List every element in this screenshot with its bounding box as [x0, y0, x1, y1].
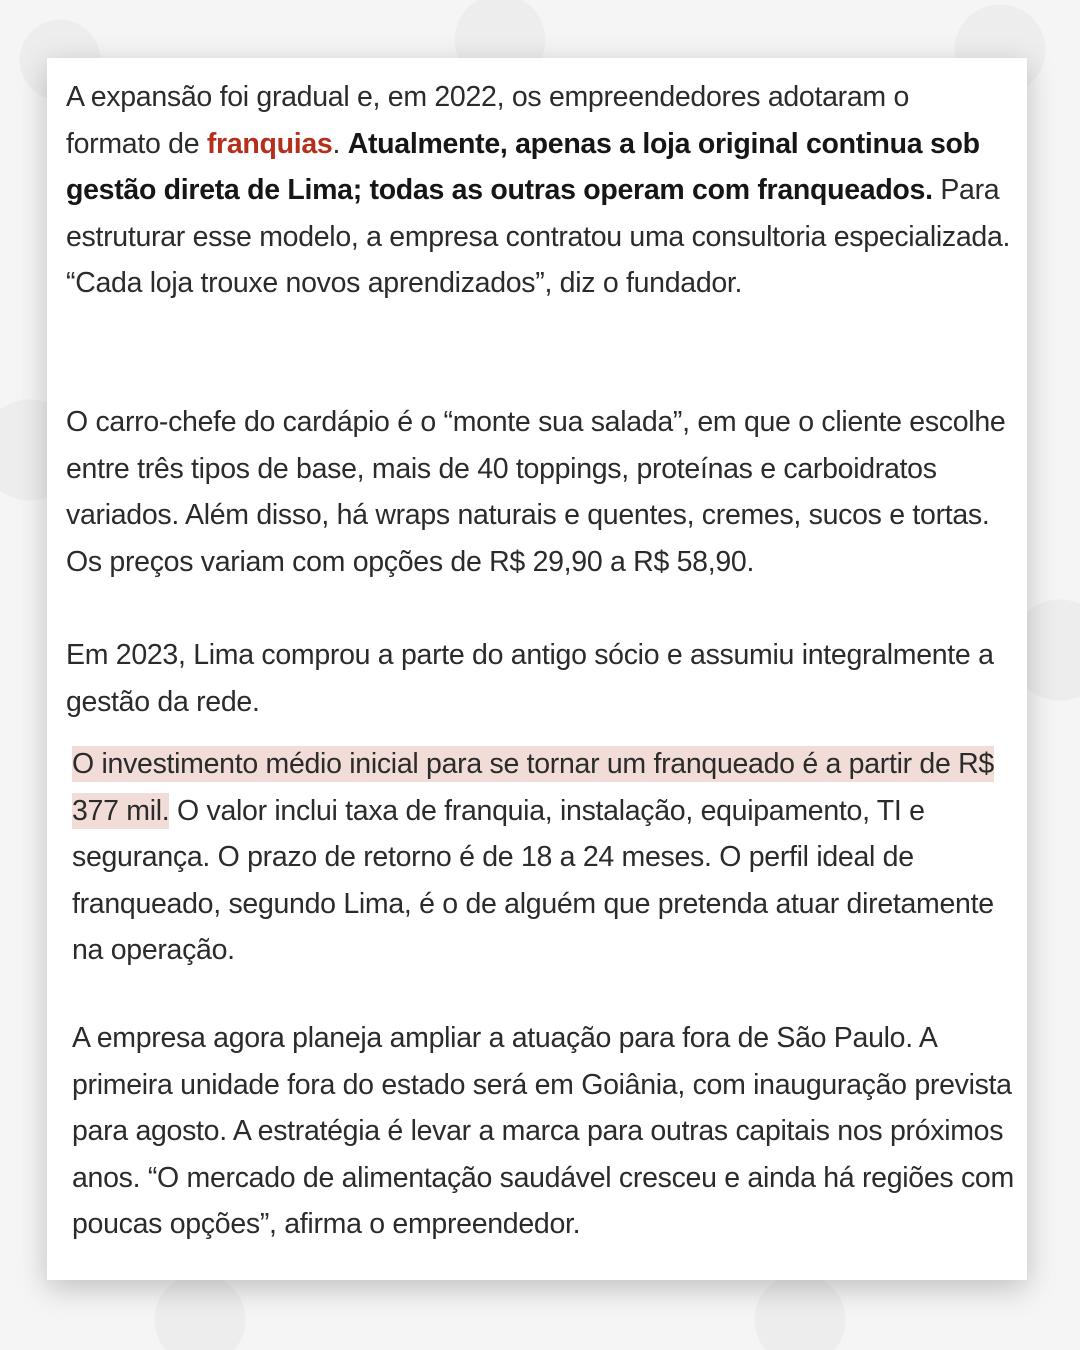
paragraph-text: . [332, 127, 348, 160]
bold-statement: Atualmente, apenas a loja original continua sob gestão direta de Lima; todas as outras operam com franqueados. [66, 127, 980, 206]
article-card [47, 58, 1027, 1280]
paragraph-text: A empresa agora planeja ampliar a atuação para fora de São Paulo. A primeira unidade fora do estado será em Goiânia, com inauguração prevista para agosto. A estratégia é levar a marca para outras capitais nos próximos anos. “O mercado de alimentação saudável cresceu e ainda há regiões com poucas opções”, afirma o empreendedor. [72, 1022, 1014, 1240]
paragraph-expansion-plans [72, 1015, 1017, 1248]
paragraph-partner-buyout [66, 632, 1011, 725]
franquias-link[interactable]: franquias [206, 127, 333, 160]
paragraph-text: O carro-chefe do cardápio é o “monte sua salada”, em que o cliente escolhe entre três tipos de base, mais de 40 toppings, proteínas e carboidratos variados. Além disso, há wraps naturais e quentes, cremes, sucos e tortas. Os preços variam com opções de R$ 29,90 a R$ 58,90. [66, 406, 1006, 578]
paragraph-text: O valor inclui taxa de franquia, instalação, equipamento, TI e segurança. O prazo de retorno é de 18 a 24 meses. O perfil ideal de franqueado, segundo Lima, é o de alguém que pretenda atuar diretamente na operação. [72, 794, 994, 966]
paragraph-investment [72, 741, 1017, 974]
paragraph-franchise-expansion [66, 74, 1011, 307]
paragraph-text: A expansão foi gradual e, em 2022, os empreendedores adotaram o formato de [66, 81, 910, 160]
highlighted-investment-text: O investimento médio inicial para se tornar um franqueado é a partir de R$ 377 mil. [72, 748, 994, 827]
paragraph-text: Em 2023, Lima comprou a parte do antigo sócio e assumiu integralmente a gestão da rede. [66, 639, 994, 718]
paragraph-menu [66, 399, 1011, 585]
paragraph-text: Para estruturar esse modelo, a empresa contratou uma consultoria especializada. “Cada loja trouxe novos aprendizados”, diz o fundador. [66, 174, 1011, 299]
